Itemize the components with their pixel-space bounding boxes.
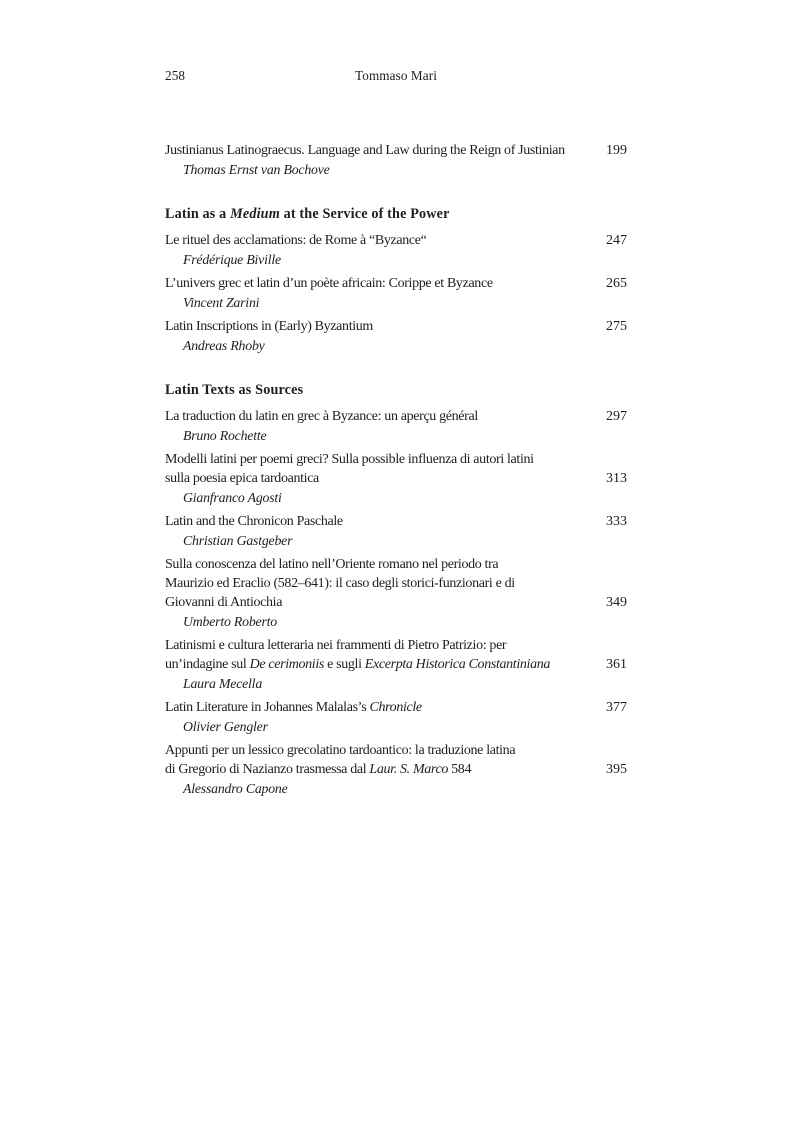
toc-entry (165, 141, 627, 179)
toc-author: Christian Gastgeber (183, 533, 293, 548)
toc-title-line (165, 469, 627, 488)
toc-title-line (165, 317, 627, 336)
title-segment: L’univers grec et latin d’un poète africain: Corippe et Byzance (165, 276, 493, 291)
toc-title-text (165, 741, 515, 760)
title-segment: Sulla conoscenza del latino nell’Oriente romano nel periodo tra (165, 557, 499, 572)
toc-title-text (165, 760, 471, 779)
title-segment: un’indagine sul (165, 657, 250, 672)
toc-entry (165, 317, 627, 355)
title-segment: Appunti per un lessico grecolatino tardoantico: la traduzione latina (165, 743, 516, 758)
toc-entry (165, 555, 627, 631)
toc-title-line (165, 231, 627, 250)
toc-page-number: 275 (606, 319, 627, 334)
toc-entry (165, 450, 627, 507)
toc-page-number: 313 (606, 471, 627, 486)
title-segment: e sugli (324, 657, 365, 672)
heading-segment: Latin as a (165, 206, 231, 222)
toc-author: Andreas Rhoby (183, 338, 265, 353)
toc-page-number: 265 (606, 276, 627, 291)
toc-author: Umberto Roberto (183, 614, 277, 629)
toc-entry (165, 741, 627, 798)
title-segment: di Gregorio di Nazianzo trasmessa dal (165, 762, 370, 777)
toc-entry (165, 512, 627, 550)
toc-title-text (165, 698, 422, 717)
toc-title-text (165, 555, 498, 574)
toc-title-line (165, 450, 627, 469)
heading-segment: at the Service of the Power (279, 206, 450, 222)
toc-title-line (165, 655, 627, 674)
toc-entry (165, 698, 627, 736)
toc-page-number: 361 (606, 657, 627, 672)
title-segment: Latin Literature in Johannes Malalas’s (165, 700, 370, 715)
toc-page-number: 297 (606, 409, 627, 424)
toc-title-line (165, 407, 627, 426)
title-segment-italic: De cerimoniis (249, 657, 324, 672)
title-segment: Latinismi e cultura letteraria nei frammenti di Pietro Patrizio: per (165, 638, 507, 653)
toc-title-text (165, 231, 426, 250)
toc-title-text (165, 317, 373, 336)
toc-title-line (165, 141, 627, 160)
toc-title-text (165, 655, 550, 674)
toc-entry (165, 407, 627, 445)
toc-page-number: 349 (606, 595, 627, 610)
title-segment: Maurizio ed Eraclio (582–641): il caso degli storici-funzionari e di (165, 576, 515, 591)
toc-title-line (165, 698, 627, 717)
toc-title-line (165, 760, 627, 779)
title-segment: Latin Inscriptions in (Early) Byzantium (165, 319, 373, 334)
toc-author: Bruno Rochette (183, 428, 267, 443)
toc-author: Thomas Ernst van Bochove (183, 162, 330, 177)
toc-page-number: 395 (606, 762, 627, 777)
toc-author: Laura Mecella (183, 676, 263, 691)
toc-title-text (165, 636, 506, 655)
toc-page-number: 377 (606, 700, 627, 715)
toc-page-number: 247 (606, 233, 627, 248)
toc-title-text (165, 450, 534, 469)
toc-title-line (165, 741, 627, 760)
toc-title-text (165, 574, 515, 593)
toc-title-text (165, 274, 493, 293)
toc-title-text (165, 141, 565, 160)
title-segment: La traduction du latin en grec à Byzance: un aperçu général (165, 409, 478, 424)
toc-section-heading (165, 381, 627, 400)
toc-author: Frédérique Biville (183, 252, 281, 267)
toc-author: Vincent Zarini (183, 295, 260, 310)
running-header (165, 68, 627, 84)
title-segment-italic: Excerpta Historica Constantiniana (364, 657, 551, 672)
toc-page-number: 199 (606, 143, 627, 158)
toc-title-line (165, 574, 627, 593)
title-segment-italic: Laur. S. Marco (369, 762, 448, 777)
toc-entry (165, 274, 627, 312)
toc-title-text (165, 469, 319, 488)
title-segment: Le rituel des acclamations: de Rome à “Byzance“ (165, 233, 427, 248)
toc-title-line (165, 593, 627, 612)
running-title: Tommaso Mari (355, 68, 437, 83)
toc-author: Olivier Gengler (183, 719, 268, 734)
table-of-contents (165, 141, 627, 798)
toc-entry (165, 636, 627, 693)
toc-title-text (165, 512, 343, 531)
toc-author: Alessandro Capone (183, 781, 288, 796)
title-segment: Modelli latini per poemi greci? Sulla possible influenza di autori latini (165, 452, 534, 467)
heading-segment: Latin Texts as Sources (165, 382, 304, 398)
title-segment: Justinianus Latinograecus. Language and Law during the Reign of Justinian (165, 143, 565, 158)
title-segment: 584 (448, 762, 472, 777)
toc-title-line (165, 274, 627, 293)
page-number: 258 (165, 68, 186, 83)
toc-title-line (165, 512, 627, 531)
toc-page-number: 333 (606, 514, 627, 529)
toc-author: Gianfranco Agosti (183, 490, 282, 505)
title-segment: Latin and the Chronicon Paschale (165, 514, 343, 529)
toc-title-line (165, 636, 627, 655)
toc-title-text (165, 593, 282, 612)
toc-section-heading (165, 205, 627, 224)
title-segment: sulla poesia epica tardoantica (165, 471, 319, 486)
title-segment-italic: Chronicle (369, 700, 422, 715)
heading-segment-italic: Medium (230, 206, 280, 222)
toc-entry (165, 231, 627, 269)
title-segment: Giovanni di Antiochia (165, 595, 283, 610)
toc-title-text (165, 407, 478, 426)
toc-title-line (165, 555, 627, 574)
